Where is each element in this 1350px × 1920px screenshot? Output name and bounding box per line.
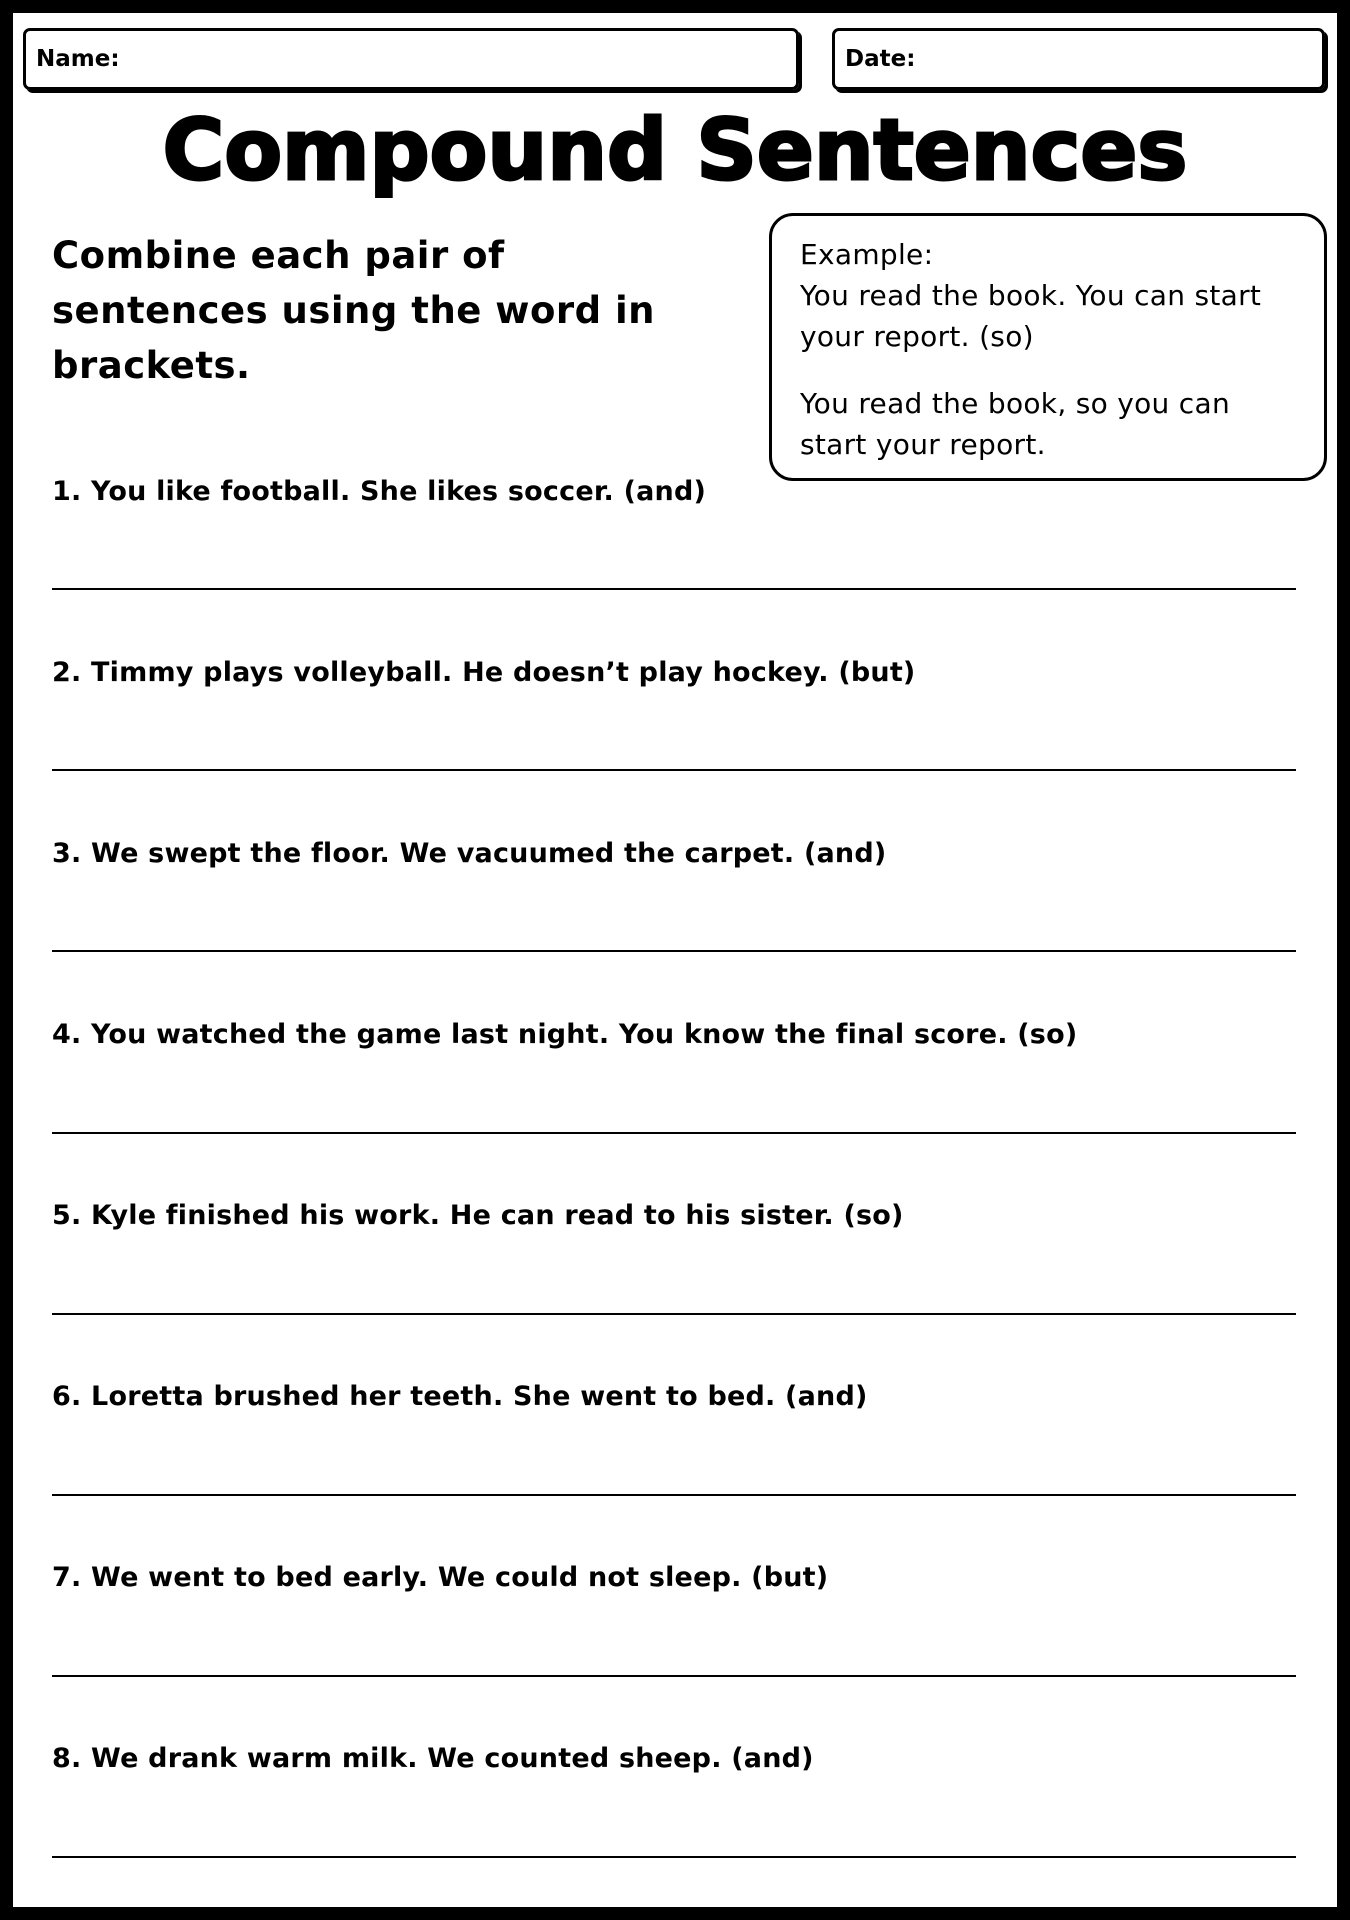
example-label: Example: — [800, 238, 934, 271]
question-8: 8. We drank warm milk. We counted sheep. (and) — [52, 1743, 814, 1774]
question-1: 1. You like football. She likes soccer. (and) — [52, 476, 707, 507]
answer-line-2[interactable] — [52, 769, 1296, 771]
answer-line-1[interactable] — [52, 588, 1296, 590]
name-label: Name: — [36, 46, 120, 72]
answer-line-7[interactable] — [52, 1675, 1296, 1677]
name-field[interactable] — [23, 28, 799, 90]
question-3: 3. We swept the floor. We vacuumed the carpet. (and) — [52, 838, 887, 869]
instructions: Combine each pair of sentences using the word in brackets. — [52, 234, 656, 387]
date-field[interactable] — [832, 28, 1325, 90]
question-5: 5. Kyle finished his work. He can read to his sister. (so) — [52, 1200, 904, 1231]
example-box — [769, 213, 1327, 481]
answer-line-8[interactable] — [52, 1856, 1296, 1858]
question-2: 2. Timmy plays volleyball. He doesn’t play hockey. (but) — [52, 657, 916, 688]
answer-line-3[interactable] — [52, 950, 1296, 952]
question-6: 6. Loretta brushed her teeth. She went to bed. (and) — [52, 1381, 868, 1412]
example-prompt: You read the book. You can start your report. (so) — [800, 279, 1262, 353]
answer-line-4[interactable] — [52, 1132, 1296, 1134]
example-answer: You read the book, so you can start your report. — [800, 387, 1230, 461]
question-7: 7. We went to bed early. We could not sleep. (but) — [52, 1562, 829, 1593]
answer-line-5[interactable] — [52, 1313, 1296, 1315]
answer-line-6[interactable] — [52, 1494, 1296, 1496]
page-title: Compound Sentences — [162, 101, 1188, 199]
date-label: Date: — [845, 46, 916, 72]
question-4: 4. You watched the game last night. You know the final score. (so) — [52, 1019, 1078, 1050]
